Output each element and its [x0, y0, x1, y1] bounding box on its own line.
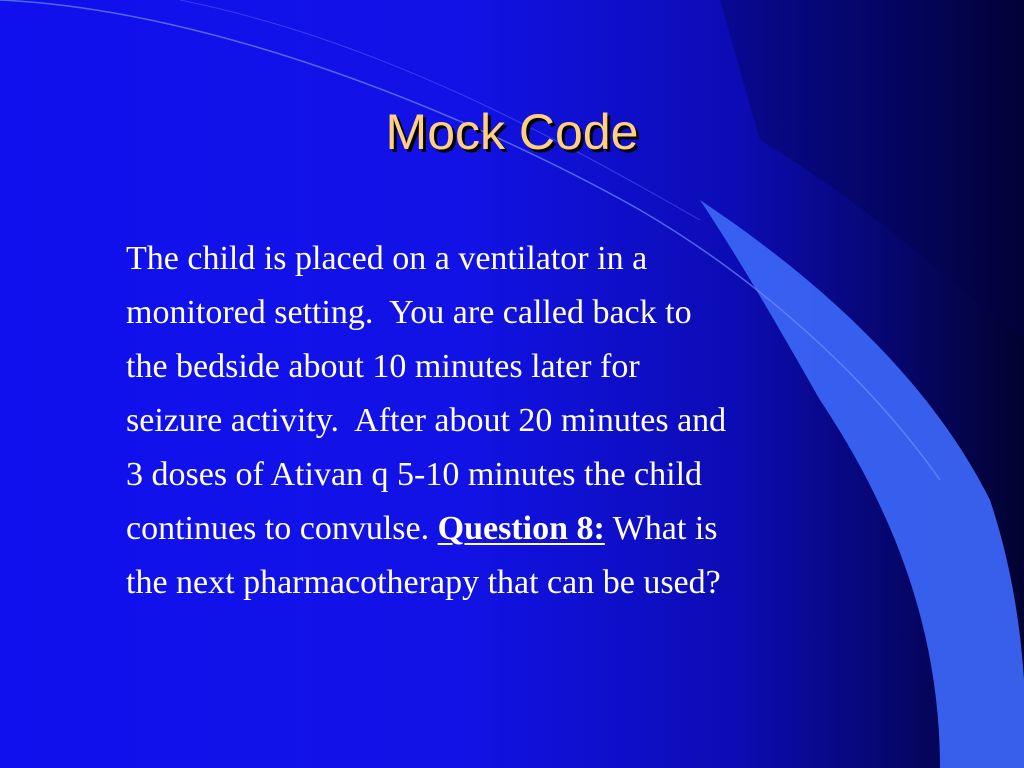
body-line-7: the next pharmacotherapy that can be used? [126, 564, 721, 601]
body-line-4: seizure activity. After about 20 minutes and [126, 402, 727, 439]
body-line-6-start: continues to convulse. [126, 510, 438, 547]
body-line-6 [126, 502, 936, 556]
slide-body [126, 232, 936, 610]
slide-title: Mock Code [385, 104, 639, 160]
question-label: Question 8: [437, 510, 605, 547]
body-line-2: monitored setting. You are called back to [126, 294, 692, 331]
body-line-3: the bedside about 10 minutes later for [126, 348, 640, 385]
body-line-6-end: What is [604, 510, 718, 547]
body-line-5: 3 doses of Ativan q 5-10 minutes the child [126, 456, 703, 493]
body-line-1: The child is placed on a ventilator in a [126, 240, 648, 277]
